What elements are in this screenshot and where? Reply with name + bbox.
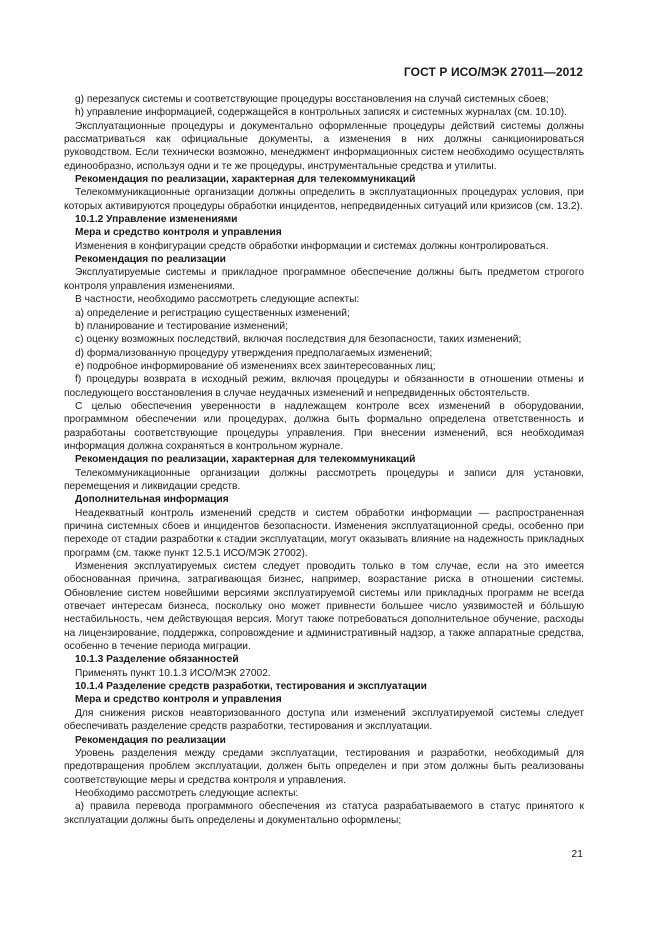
paragraph: Телекоммуникационные организации должны рассмотреть процедуры и записи для установки, перемещения и ликвидации средств. <box>64 467 584 492</box>
section-heading: Дополнительная информация <box>75 494 229 506</box>
paragraph: g) перезапуск системы и соответствующие процедуры восстановления на случай системных сбоев; <box>75 94 549 105</box>
page-header: ГОСТ Р ИСО/МЭК 27011—2012 <box>403 65 583 79</box>
paragraph: В частности, необходимо рассмотреть следующие аспекты: <box>75 294 360 306</box>
paragraph: b) планирование и тестирование изменений; <box>75 320 288 332</box>
section-heading: 10.1.3 Разделение обязанностей <box>75 654 239 666</box>
document-body <box>64 93 584 827</box>
paragraph: e) подробное информирование об изменениях всех заинтересованных лиц; <box>75 360 436 372</box>
paragraph: h) управление информацией, содержащейся в контрольных записях и системных журналах (см. 10.10). <box>75 107 567 119</box>
section-heading: Рекомендация по реализации <box>75 734 226 746</box>
section-heading: Мера и средство контроля и управления <box>75 694 282 706</box>
paragraph: Изменения эксплуатируемых систем следует проводить только в том случае, если на это имеется обоснованная причина, затрагивающая бизнес, например, возрастание риска в отношении системы. Обновление систем новейшими версиями эксплуатируемой системы или прикладных программ не всегда отвечает интересам бизнеса, поскольку оно может привнести большее число уязвимостей и бóльшую нестабильность, чем действующая версия. Могут также потребоваться дополнительное обучение, расходы на лицензирование, поддержка, сопровождение и административный надзор, а также аппаратные средства, особенно в течение периода миграции. <box>64 561 584 653</box>
section-heading: Мера и средство контроля и управления <box>75 227 282 239</box>
paragraph: Для снижения рисков неавторизованного доступа или изменений эксплуатируемой системы следует обеспечивать разделение средств разработки, тестирования и эксплуатации. <box>64 707 584 733</box>
page-number: 21 <box>571 848 583 860</box>
paragraph: Эксплуатационные процедуры и документально оформленные процедуры действий системы должны рассматриваться как официальные документы, а изменения в них должны санкционироваться руководством. Если технически возможно, менеджмент информационных систем необходимо осуществлять единообразно, используя одни и те же процедуры, инструментальные средства и утилиты. <box>64 120 584 172</box>
paragraph: Эксплуатируемые системы и прикладное программное обеспечение должны быть предметом строгого контроля управления изменениями. <box>64 267 584 292</box>
paragraph: Необходимо рассмотреть следующие аспекты: <box>75 787 299 799</box>
section-heading: Рекомендация по реализации, характерная для телекоммуникаций <box>75 174 416 186</box>
paragraph: Телекоммуникационные организации должны определить в эксплуатационных процедурах условия, при которых активируются процедуры обработки инцидентов, непредвиденных ситуаций или кризисов (см. 13.2). <box>64 187 584 212</box>
paragraph: d) формализованную процедуру утверждения предполагаемых изменений; <box>75 347 433 359</box>
paragraph: Неадекватный контроль изменений средств и систем обработки информации — распространенная причина системных сбоев и инцидентов безопасности. Изменения эксплуатационной среды, особенно при переходе от стадии разработки к стадии эксплуатации, могут оказывать влияние на надежность прикладных программ (см. также пункт 12.5.1 ИСО/МЭК 27002). <box>64 507 584 559</box>
section-heading: 10.1.4 Разделение средств разработки, тестирования и эксплуатации <box>75 681 427 693</box>
paragraph: c) оценку возможных последствий, включая последствия для безопасности, таких изменений; <box>75 334 522 346</box>
section-heading: Рекомендация по реализации, характерная для телекоммуникаций <box>75 454 416 466</box>
paragraph: a) определение и регистрацию существенных изменений; <box>75 307 350 319</box>
section-heading: Рекомендация по реализации <box>75 254 226 266</box>
paragraph: a) правила перевода программного обеспечения из статуса разрабатываемого в статус принятого к эксплуатации должны быть определены и документально оформлены; <box>64 801 584 826</box>
section-heading: 10.1.2 Управление изменениями <box>75 214 238 226</box>
paragraph: Уровень разделения между средами эксплуатации, тестирования и разработки, необходимый для предотвращения проблем эксплуатации, должен быть определен и при этом должны быть реализованы соответствующие меры и средства контроля и управления. <box>64 747 584 786</box>
paragraph: С целью обеспечения уверенности в надлежащем контроле всех изменений в оборудовании, программном обеспечении или процедурах, должна быть формально определена ответственность и разработаны соответствующие процедуры управления. При внесении изменений, вся необходимая информация должна сохраняться в контрольном журнале. <box>64 400 584 452</box>
paragraph: Применять пункт 10.1.3 ИСО/МЭК 27002. <box>75 667 271 679</box>
paragraph: Изменения в конфигурации средств обработки информации и системах должны контролироваться. <box>75 240 549 252</box>
paragraph: f) процедуры возврата в исходный режим, включая процедуры и обязанности в отношении отмены и последующего восстановления в случае неудачных изменений и непредвиденных обстоятельств. <box>64 374 584 399</box>
